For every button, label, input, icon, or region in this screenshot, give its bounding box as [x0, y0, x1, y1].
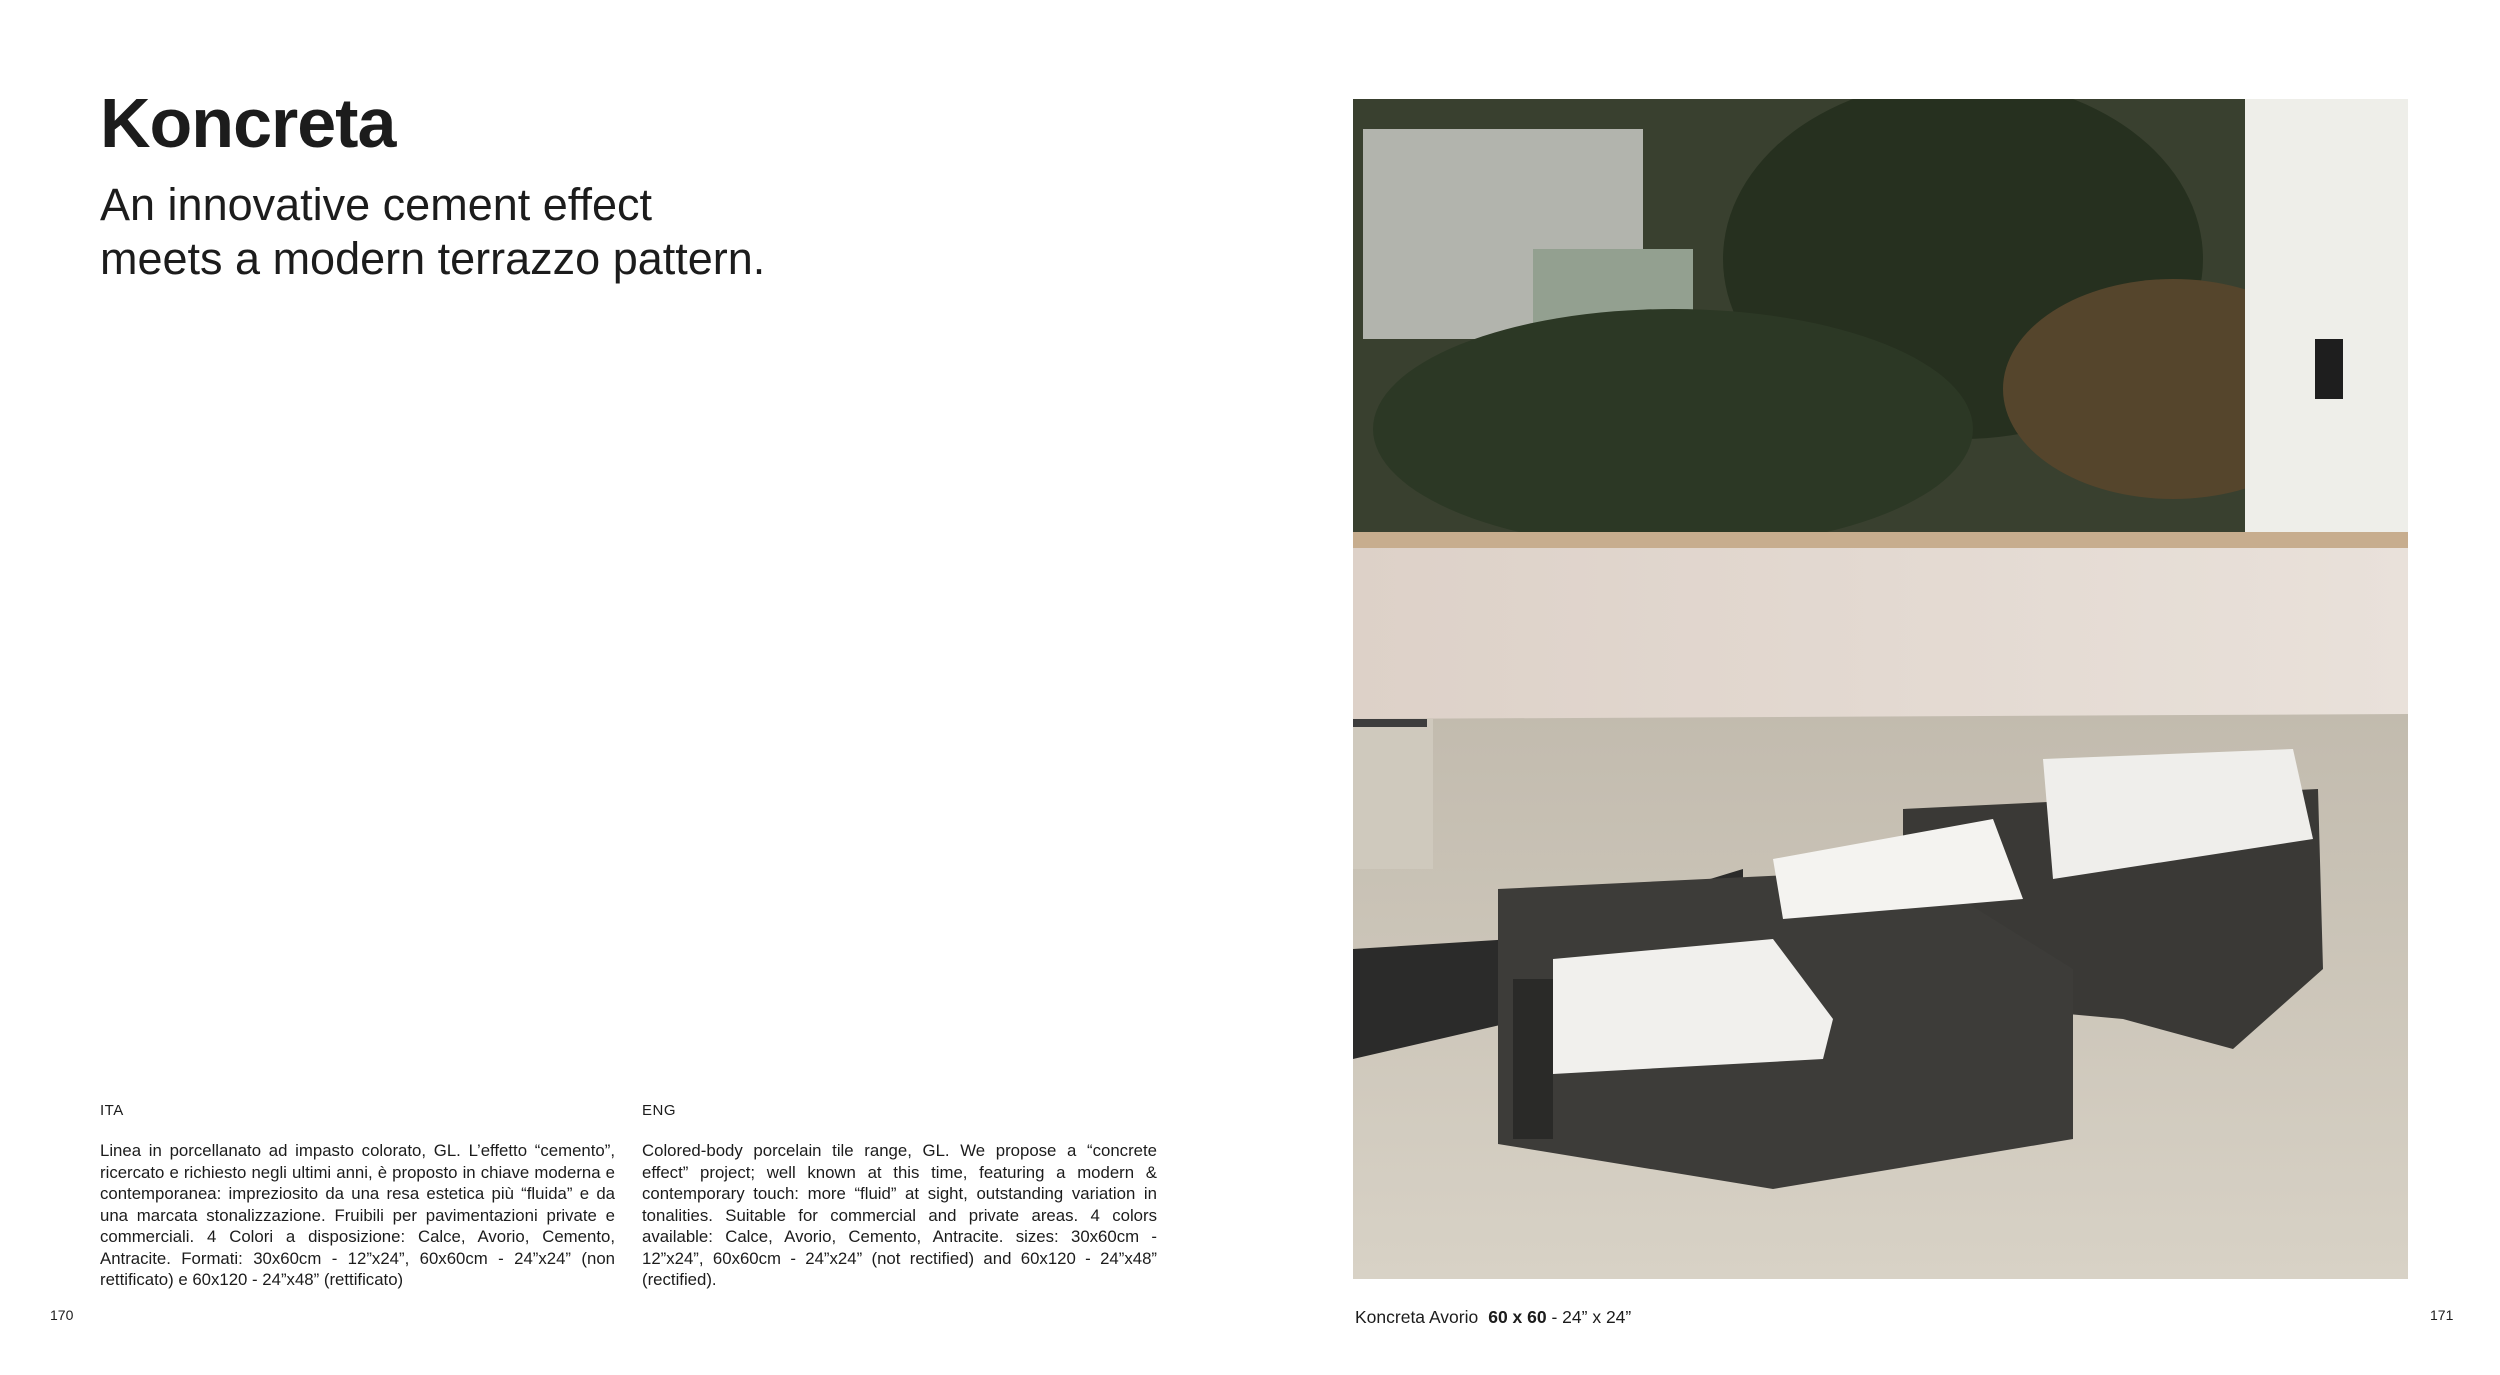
- page-number-right: 171: [2430, 1307, 2454, 1323]
- english-label: ENG: [642, 1102, 677, 1119]
- page-subtitle: [100, 178, 765, 286]
- page-title: Koncreta: [100, 84, 396, 162]
- page-number-left: 170: [50, 1307, 74, 1323]
- subtitle-line-1: An innovative cement effect: [100, 179, 652, 230]
- caption-size: 60 x 60: [1488, 1307, 1547, 1327]
- italian-text: Linea in porcellanato ad impasto colorato, GL. L’effetto “cemento”, ricercato e richiesto negli ultimi anni, è proposto in chiave moderna e contemporanea: impreziosito da una resa estetica più “fluida” e da una marcata stonalizzazione. Fruibili per pavimentazioni private e commerciali. 4 Colori a disposizione: Calce, Avorio, Cemento, Antracite. Formati: 30x60cm - 12”x24”, 60x60cm - 24”x24” (non rettificato) e 60x120 - 24”x48” (rettificato): [100, 1141, 615, 1289]
- italian-description: [100, 1102, 615, 1291]
- subtitle-line-2: meets a modern terrazzo pattern.: [100, 233, 766, 284]
- product-photo: [1353, 99, 2408, 1279]
- caption-imperial-size: - 24” x 24”: [1546, 1307, 1632, 1327]
- english-description: [642, 1102, 1157, 1291]
- caption-product-name: Koncreta Avorio: [1355, 1307, 1479, 1327]
- english-text: Colored-body porcelain tile range, GL. We propose a “concrete effect” project; well known at this time, featuring a modern & contemporary touch: more “fluid” at sight, outstanding variation in tonalities. Suitable for commercial and private areas. 4 colors available: Calce, Avorio, Cemento, Antracite. sizes: 30x60cm - 12”x24”, 60x60cm - 24”x24” (not rectified) and 60x120 - 24”x48” (rectified).: [642, 1141, 1157, 1289]
- photo-caption: [1355, 1307, 1631, 1328]
- italian-label: ITA: [100, 1102, 124, 1119]
